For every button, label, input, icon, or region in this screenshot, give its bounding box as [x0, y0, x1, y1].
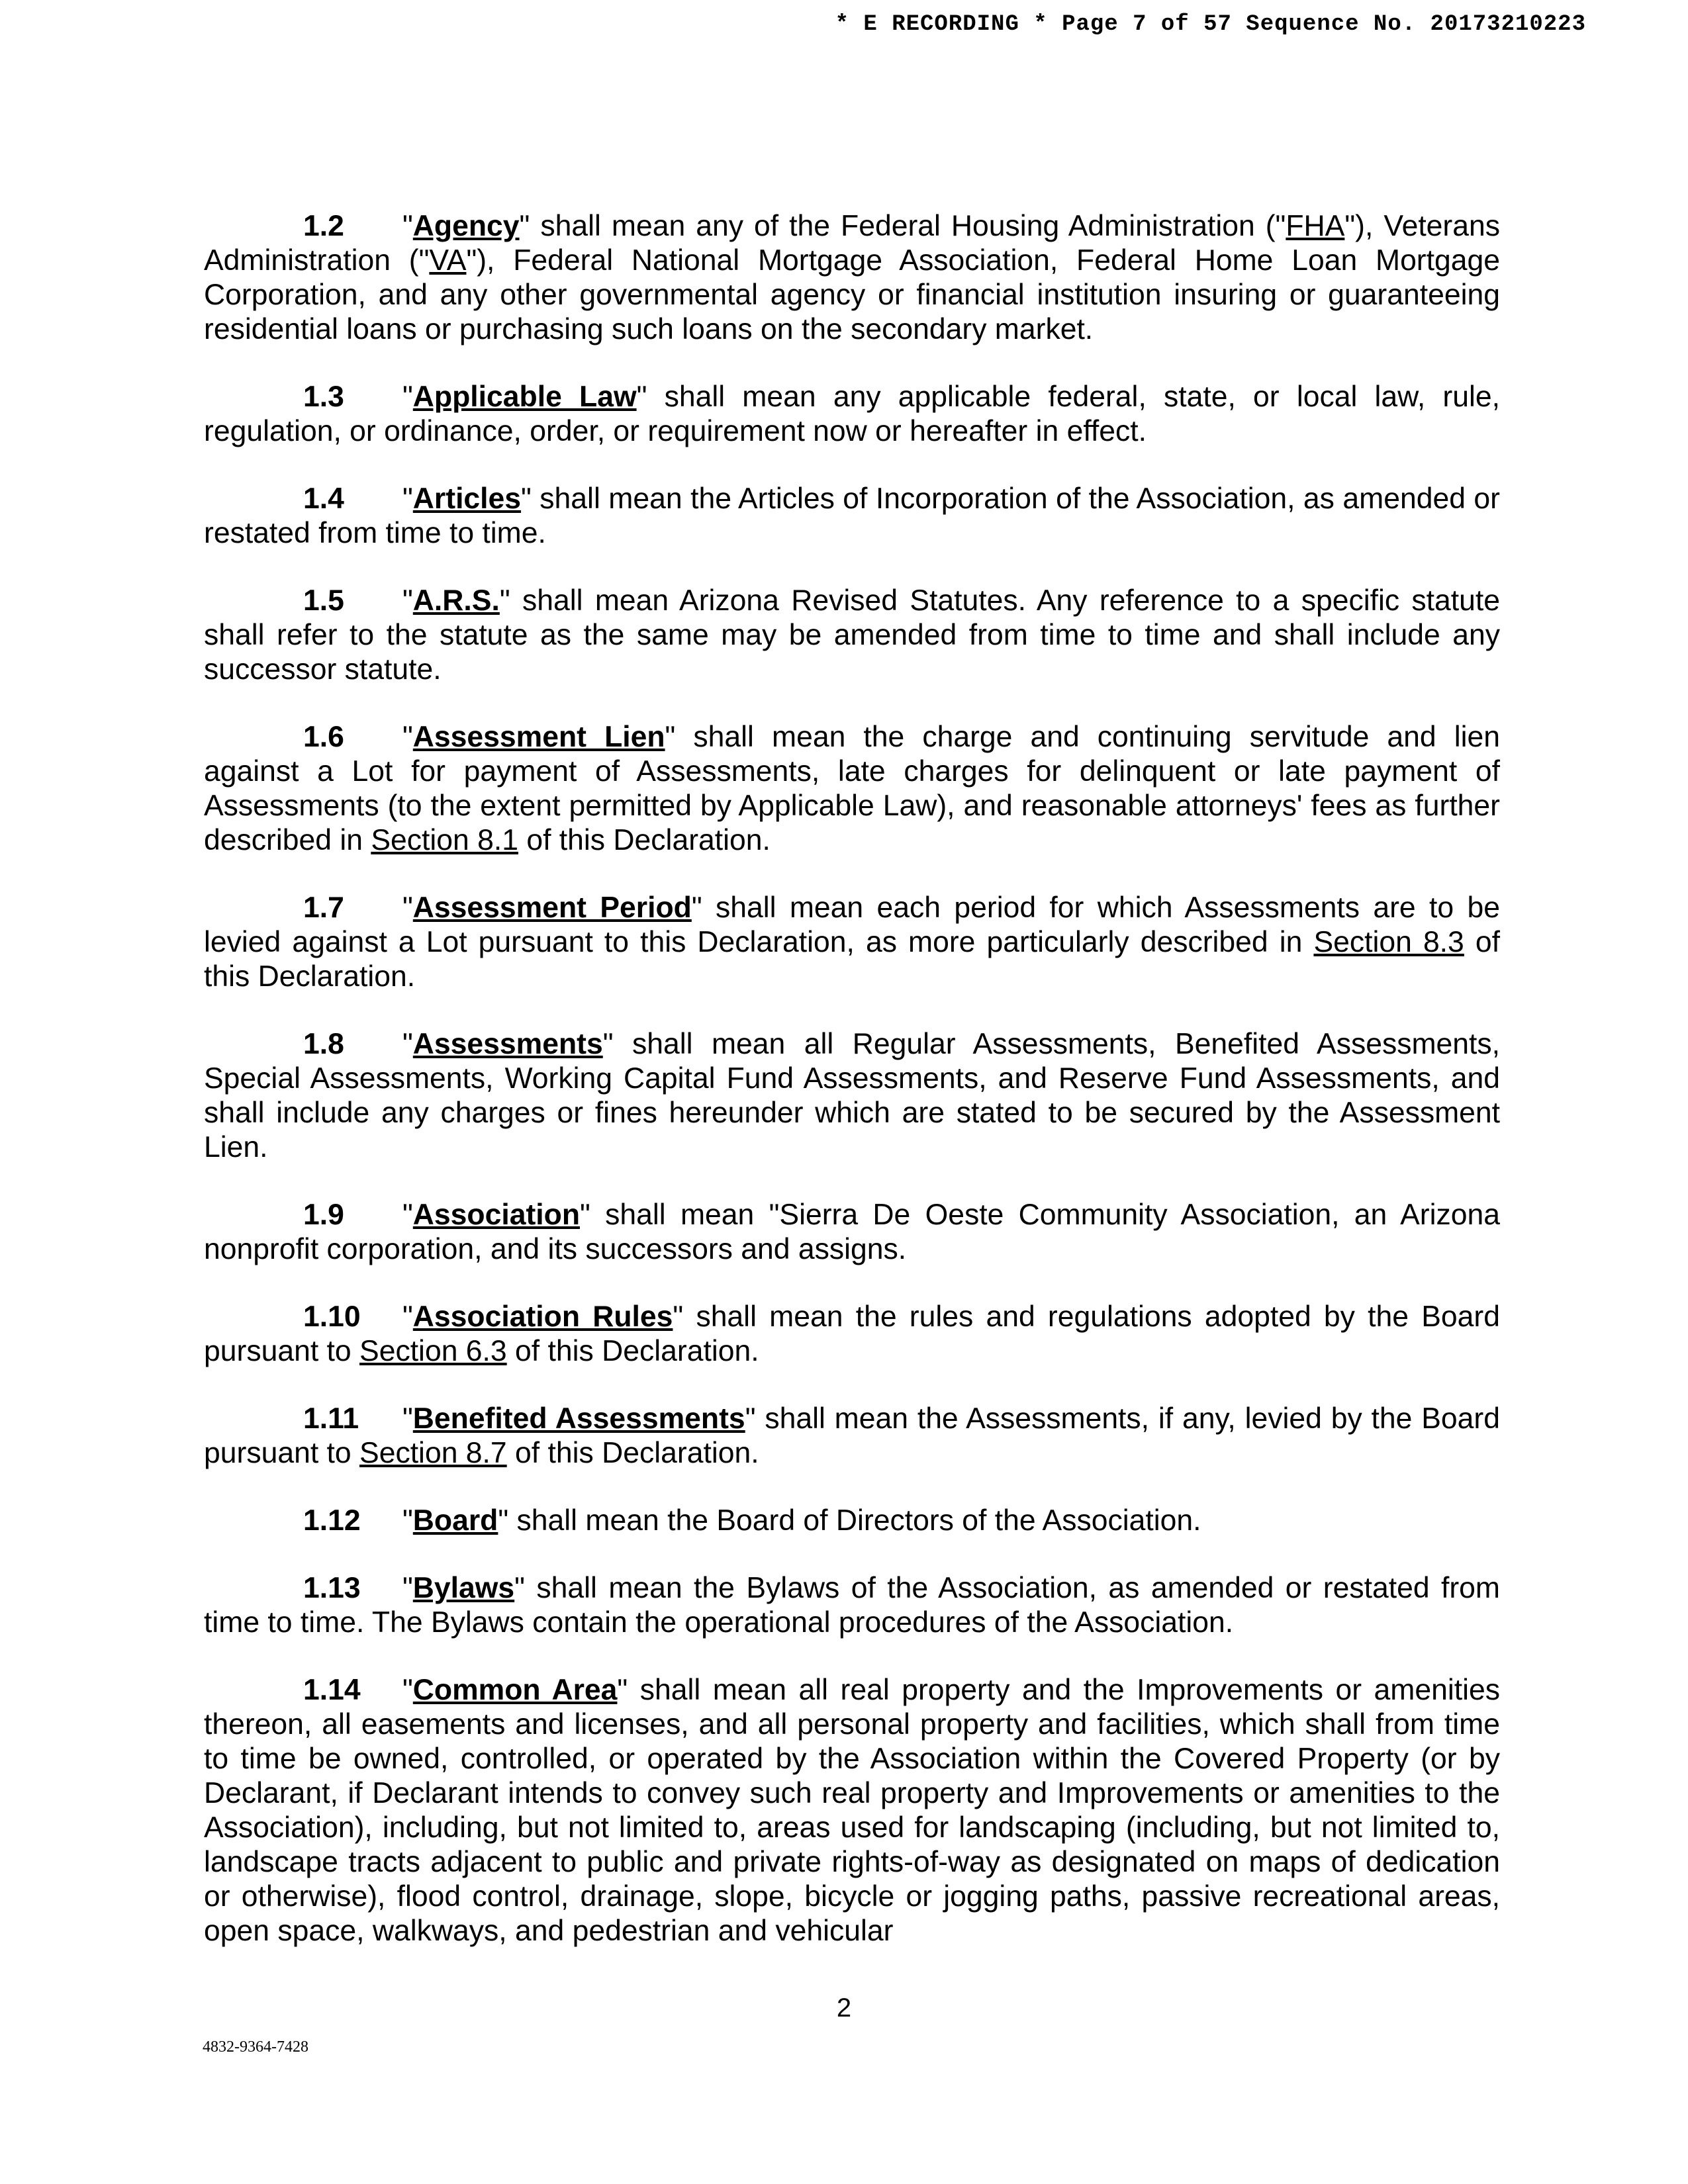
definition-text: " [402, 1300, 413, 1333]
definition-text: " [402, 721, 413, 753]
defined-term: Bylaws [412, 1572, 515, 1604]
definition-text: " shall mean the Board of Directors of the Association. [498, 1504, 1201, 1537]
cross-reference: VA [429, 244, 467, 277]
page-number: 2 [836, 1993, 852, 2023]
definition-paragraph [204, 1300, 1500, 1369]
recording-header: * E RECORDING * Page 7 of 57 Sequence No. 20173210223 [835, 12, 1586, 37]
definition-text: " [402, 584, 413, 617]
defined-term: Applicable Law [412, 381, 637, 413]
definition-text: of this Declaration. [506, 1335, 759, 1367]
definition-text: " shall mean all real property and the Improvements or amenities thereon, all easements and licenses, and all personal property and facilities, which shall from time to time be owned, controlled, or operated by the Association within the Covered Property (or by Declarant, if Declarant intends to convey such real property and Improvements or amenities to the Association), including, but not limited to, areas used for landscaping (including, but not limited to, landscape tracts adjacent to public and private rights-of-way as designated on maps of dedication or otherwise), flood control, drainage, slope, bicycle or jogging paths, passive recreational areas, open space, walkways, and pedestrian and vehicular [204, 1674, 1501, 1947]
definition-text: " [402, 381, 413, 413]
section-number: 1.7 [303, 891, 344, 924]
section-number: 1.10 [303, 1300, 361, 1333]
definition-text: " shall mean "Sierra De Oeste Community Association, an Arizona nonprofit corporation, and its successors and assigns. [204, 1199, 1500, 1265]
definition-text: " [402, 1199, 413, 1231]
section-number: 1.14 [303, 1674, 361, 1706]
definition-text: "), Veterans Administration (" [204, 210, 1500, 277]
defined-term: Assessment Lien [412, 721, 665, 753]
definition-text: " [402, 1572, 413, 1604]
definition-text: " shall mean the charge and continuing servitude and lien against a Lot for payment of Assessments, late charges for delinquent or late payment of Assessments (to the extent permitted by Applicable Law), and reasonable attorneys' fees as further described in [204, 721, 1500, 856]
defined-term: Association [412, 1199, 581, 1231]
definition-paragraph [204, 1198, 1500, 1267]
definition-text: of this Declaration. [204, 926, 1500, 993]
section-number: 1.4 [303, 482, 344, 515]
definition-text: " [402, 482, 413, 515]
cross-reference: Section 8.3 [1313, 926, 1464, 958]
cross-reference: Section 8.7 [359, 1437, 507, 1469]
definition-text: " shall mean the Bylaws of the Association, as amended or restated from time to time. The Bylaws contain the operational procedures of the Association. [204, 1572, 1500, 1639]
defined-term: Benefited Assessments [412, 1402, 745, 1435]
definition-text: " shall mean the Assessments, if any, levied by the Board pursuant to [204, 1402, 1500, 1469]
definition-text: " [402, 891, 413, 924]
definition-paragraph [204, 584, 1500, 687]
definition-paragraph [204, 1504, 1500, 1538]
section-number: 1.11 [303, 1402, 359, 1435]
definition-paragraph [204, 482, 1500, 551]
cross-reference: Section 6.3 [359, 1335, 507, 1367]
definition-text: " [402, 1504, 413, 1537]
document-id: 4832-9364-7428 [203, 2038, 308, 2056]
cross-reference: FHA [1286, 210, 1345, 242]
defined-term: A.R.S. [412, 584, 500, 617]
definition-text: of this Declaration. [506, 1437, 759, 1469]
section-number: 1.13 [303, 1572, 361, 1604]
definition-text: " shall mean each period for which Assessments are to be levied against a Lot pursuant to this Declaration, as more particularly described in [204, 891, 1500, 958]
cross-reference: Section 8.1 [371, 824, 518, 856]
defined-term: Assessment Period [412, 891, 692, 924]
definition-text: " shall mean the rules and regulations adopted by the Board pursuant to [204, 1300, 1500, 1367]
definition-text: " [402, 1028, 413, 1060]
definition-text: " shall mean the Articles of Incorporation of the Association, as amended or restated from time to time. [204, 482, 1500, 549]
defined-term: Agency [412, 210, 520, 242]
defined-term: Board [412, 1504, 498, 1537]
definition-paragraph [204, 891, 1500, 994]
definition-paragraph [204, 1402, 1500, 1471]
definition-paragraph [204, 720, 1500, 858]
definition-paragraph [204, 1673, 1500, 1948]
definition-text: "), Federal National Mortgage Association, Federal Home Loan Mortgage Corporation, and any other governmental agency or financial institution insuring or guaranteeing residential loans or purchasing such loans on the secondary market. [204, 244, 1500, 345]
defined-term: Assessments [412, 1028, 603, 1060]
definition-text: " shall mean all Regular Assessments, Benefited Assessments, Special Assessments, Working Capital Fund Assessments, and Reserve Fund Assessments, and shall include any charges or fines hereunder which are stated to be secured by the Assessment Lien. [204, 1028, 1500, 1163]
section-number: 1.3 [303, 381, 344, 413]
definition-text: of this Declaration. [518, 824, 771, 856]
definition-paragraph [204, 1571, 1500, 1640]
section-number: 1.12 [303, 1504, 361, 1537]
definition-text: " [402, 210, 413, 242]
section-number: 1.5 [303, 584, 344, 617]
definition-paragraph [204, 380, 1500, 449]
definition-text: " shall mean any applicable federal, state, or local law, rule, regulation, or ordinance, order, or requirement now or hereafter in effect. [204, 381, 1500, 447]
definition-text: " shall mean any of the Federal Housing Administration (" [519, 210, 1286, 242]
definition-paragraph [204, 1027, 1500, 1165]
definition-paragraph [204, 209, 1500, 347]
definition-text: " [402, 1402, 413, 1435]
definition-text: " shall mean Arizona Revised Statutes. Any reference to a specific statute shall refer to the statute as the same may be amended from time to time and shall include any successor statute. [204, 584, 1500, 686]
section-number: 1.9 [303, 1199, 344, 1231]
section-number: 1.2 [303, 210, 344, 242]
definitions-body [204, 209, 1500, 1948]
defined-term: Common Area [412, 1674, 618, 1706]
section-number: 1.8 [303, 1028, 344, 1060]
defined-term: Articles [412, 482, 522, 515]
defined-term: Association Rules [412, 1300, 673, 1333]
definition-text: " [402, 1674, 413, 1706]
section-number: 1.6 [303, 721, 344, 753]
